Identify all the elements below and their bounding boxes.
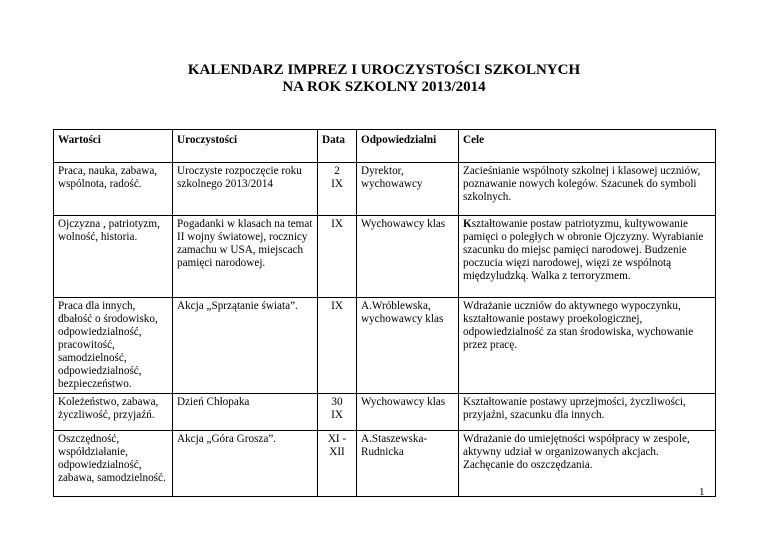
cell-uroczystosci: Pogadanki w klasach na temat II wojny światowej, rocznicy zamachu w USA, miejscach pamięci narodowej. <box>173 216 318 298</box>
cell-cele: Wdrażanie do umiejętności współpracy w zespole, aktywny udział w organizowanych akcjach. Zachęcanie do oszczędzania. <box>459 431 716 497</box>
cell-odpowiedzialni: A.Staszewska-Rudnicka <box>357 431 459 497</box>
table-row <box>54 431 716 497</box>
date-line-2: IX <box>331 409 343 421</box>
calendar-table <box>53 129 716 497</box>
cell-data <box>318 216 357 298</box>
date-line-2: IX <box>331 178 343 190</box>
cele-initial: K <box>463 218 472 230</box>
table-row <box>54 216 716 298</box>
cell-cele: Kształtowanie postawy uprzejmości, życzliwości, przyjaźni, szacunku dla innych. <box>459 394 716 431</box>
cell-wartosci: Oszczędność, współdziałanie, odpowiedzialność, zabawa, samodzielność. <box>54 431 173 497</box>
cell-wartosci: Praca, nauka, zabawa, wspólnota, radość. <box>54 163 173 216</box>
date-line-1: XI - <box>327 433 347 445</box>
cell-odpowiedzialni: Dyrektor, wychowawcy <box>357 163 459 216</box>
cell-wartosci: Praca dla innych, dbałość o środowisko, odpowiedzialność, pracowitość, samodzielność, odpowiedzialność, bezpieczeństwo. <box>54 298 173 394</box>
cell-uroczystosci: Akcja „Góra Grosza”. <box>173 431 318 497</box>
cell-data <box>318 298 357 394</box>
cell-odpowiedzialni: A.Wróblewska, wychowawcy klas <box>357 298 459 394</box>
date-line-1: IX <box>331 218 343 230</box>
cell-odpowiedzialni: Wychowawcy klas <box>357 394 459 431</box>
cele-text: ształtowanie postaw patriotyzmu, kultywowanie pamięci o poległych w obronie Ojczyzny. Wyrabianie szacunku do miejsc pamięci narodowej. Budzenie poczucia więzi narodowej, więzi ze wspólnotą międzyludzką. Walka z terroryzmem. <box>463 218 704 282</box>
cell-cele <box>459 216 716 298</box>
title-line-1: KALENDARZ IMPREZ I UROCZYSTOŚCI SZKOLNYCH <box>187 62 581 78</box>
cell-odpowiedzialni: Wychowawcy klas <box>357 216 459 298</box>
header-cele: Cele <box>459 130 716 163</box>
header-uroczystosci: Uroczystości <box>173 130 318 163</box>
date-line-1: IX <box>331 300 343 312</box>
cell-data <box>318 431 357 497</box>
cell-data <box>318 394 357 431</box>
cell-uroczystosci: Dzień Chłopaka <box>173 394 318 431</box>
cell-wartosci: Ojczyzna , patriotyzm, wolność, historia. <box>54 216 173 298</box>
date-line-2: XII <box>329 446 345 458</box>
cell-data <box>318 163 357 216</box>
table-header-row <box>54 130 716 163</box>
header-data: Data <box>318 130 357 163</box>
cell-wartosci: Koleżeństwo, zabawa, życzliwość, przyjaźń. <box>54 394 173 431</box>
cell-cele: Zacieśnianie wspólnoty szkolnej i klasowej uczniów, poznawanie nowych kolegów. Szacunek do symboli szkolnych. <box>459 163 716 216</box>
header-odpowiedzialni: Odpowiedzialni <box>357 130 459 163</box>
cell-uroczystosci: Uroczyste rozpoczęcie roku szkolnego 2013/2014 <box>173 163 318 216</box>
header-wartosci: Wartości <box>54 130 173 163</box>
cell-uroczystosci: Akcja „Sprzątanie świata”. <box>173 298 318 394</box>
cell-cele: Wdrażanie uczniów do aktywnego wypoczynku, kształtowanie postawy proekologicznej, odpowiedzialność za stan środowiska, wychowanie przez pracę. <box>459 298 716 394</box>
table-row <box>54 394 716 431</box>
document-title <box>0 62 768 96</box>
title-line-2: NA ROK SZKOLNY 2013/2014 <box>282 79 486 95</box>
page-number: 1 <box>699 486 705 498</box>
date-line-1: 30 <box>331 396 343 408</box>
date-line-1: 2 <box>334 165 340 177</box>
table-row <box>54 163 716 216</box>
table-row <box>54 298 716 394</box>
